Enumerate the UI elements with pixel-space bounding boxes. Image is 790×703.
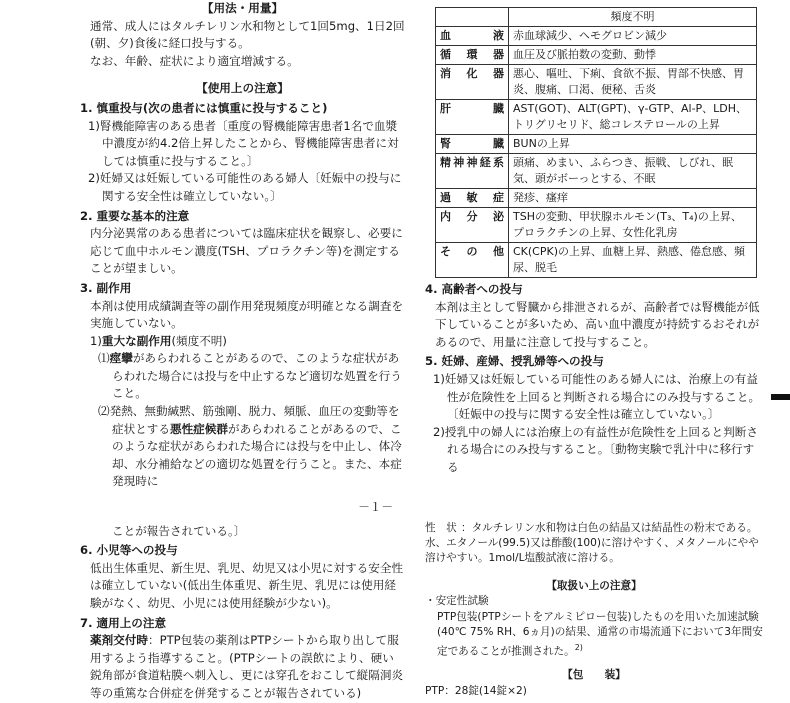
continued-text: ことが報告されている。〕 [112,523,246,538]
heading-elderly: 4. 高齢者への投与 [425,282,523,296]
heading-pregnancy: 5. 妊婦、産婦、授乳婦等への投与 [425,354,604,369]
serious-item-convulsion: ⑴痙攣があらわれることがあるので、このような症状があらわれた場合には投与を中止するなど適切な処置を行うこと。 [98,351,402,401]
left-column [80,0,405,703]
heading-pediatric: 6. 小児等への投与 [80,543,178,558]
stability-heading: ・安定性試験 [425,595,489,608]
pregnancy-item-2: 2)授乳中の婦人には治療上の有益性が危険性を上回ると判断される場合にのみ投与すること。〔動物実験で乳汁中に移行する [433,424,758,474]
careful-item-2: 2)妊婦又は妊娠している可能性のある婦人〔妊娠中の投与に関する安全性は確立していない。〕 [88,171,402,203]
precautions-title: 【使用上の注意】 [196,81,289,96]
important-precautions-text: 内分泌異常のある患者については臨床症状を観察し、必要に応じて血中ホルモン濃度(TSH、プロラクチン等)を測定することが望ましい。 [90,226,403,276]
handling-title: 【取扱い上の注意】 [546,579,642,592]
careful-item-1: 1)腎機能障害のある患者〔重度の腎機能障害患者1名で血漿中濃度が約4.2倍上昇したことから、腎機能障害患者に対しては慎重に投与すること。〕 [88,118,399,168]
right-column [425,0,763,699]
table-row: 肝 臓 AST(GOT)、ALT(GPT)、γ-GTP、Al-P、LDH、トリグリセリド、総コレステロールの上昇 [436,100,757,135]
table-row: 内分泌 TSHの変動、甲状腺ホルモン(T₃、T₄)の上昇、プロラクチンの上昇、女性化乳房 [436,208,757,243]
elderly-text: 本剤は主として腎臓から排泄されるが、高齢者では腎機能が低下していることが多いため、高い血中濃度が持続するおそれがあるので、用量に注意して投与すること。 [435,299,760,349]
packaging-title: 【包 装】 [562,669,626,682]
table-row: 精神神経系 頭痛、めまい、ふらつき、振戦、しびれ、眠気、頭がボーっとする、不眠 [436,154,757,189]
serious-item-nms: ⑵発熱、無動緘黙、筋強剛、脱力、頻脈、血圧の変動等を症状とする悪性症候群があらわれることがあるので、このような症状があらわれた場合には投与を中止し、体冷却、水分補給などの適切な処置を行うこと。また、本症発現時に [98,404,402,489]
properties-text: 性 状 ：タルチレリン水和物は白色の結晶又は結晶性の粉末である。水、エタノール(99.5)又は酢酸(100)に溶けやすく、メタノールにやや溶けやすい。1mol/L塩酸試液に溶ける。 [425,521,759,565]
usage-paragraph-1: 通常、成人にはタルチレリン水和物として1回5mg、1日2回(朝、夕)食後に経口投与する。 [90,18,405,51]
page-number: －１－ [358,500,393,515]
table-row: 過敏症 発疹、瘙痒 [436,189,757,208]
table-row: その他 CK(CPK)の上昇、血糖上昇、熱感、倦怠感、頻尿、脱毛 [436,243,757,278]
stability-text: PTP包装(PTPシートをアルミピロー包装)したものを用いた加速試験(40℃ 75% RH、6ヵ月)の結果、通常の市場流通下において3年間安定であることが推測された。$^{2)}$ [437,610,763,658]
heading-adverse-reactions: 3. 副作用 [80,280,132,295]
adverse-reactions-table [435,7,757,278]
pregnancy-item-1: 1)妊婦又は妊娠している可能性のある婦人には、治療上の有益性が危険性を上回ると判断される場合にのみ投与すること。〔妊娠中の投与に関する安全性は確立していない。〕 [433,371,761,422]
table-header-row [436,8,757,27]
table-row: 循環器 血圧及び脈拍数の変動、動悸 [436,46,757,65]
usage-title: 【用法・用量】 [201,1,284,15]
adverse-reactions-text: 本剤は使用成績調査等の副作用発現頻度が明確となる調査を実施していない。 [90,298,404,331]
properties-label: 性 状 [425,521,457,534]
heading-application: 7. 適用上の注意 [80,615,167,630]
serious-adverse-subheading: 1)重大な副作用(頻度不明) [90,333,227,348]
usage-paragraph-2: なお、年齢、症状により適宜増減する。 [90,53,299,68]
table-row: 腎 臓 BUNの上昇 [436,135,757,154]
packaging-text: PTP：28錠(14錠×2) [425,684,527,697]
pediatric-text: 低出生体重児、新生児、乳児、幼児又は小児に対する安全性は確立していない(低出生体重児、新生児、乳児には使用経験がなく、幼児、小児には使用経験が少ない)。 [90,560,404,610]
heading-careful-administration: 1. 慎重投与(次の患者には慎重に投与すること) [80,100,328,115]
table-row: 血 液 赤血球減少、ヘモグロビン減少 [436,27,757,46]
table-header-frequency: 頻度不明 [509,8,757,27]
application-text: 薬剤交付時：PTP包装の薬剤はPTPシートから取り出して服用するよう指導すること。(PTPシートの誤飲により、硬い鋭角部が食道粘膜へ刺入し、更には穿孔をおこして縦隔洞炎等の重篤な合併症を併発することが報告されている) [90,633,404,700]
table-row: 消化器 悪心、嘔吐、下痢、食欲不振、胃部不快感、胃炎、腹痛、口渇、便秘、舌炎 [436,65,757,100]
page-edge-marker [771,394,790,400]
heading-important-precautions: 2. 重要な基本的注意 [80,208,190,223]
